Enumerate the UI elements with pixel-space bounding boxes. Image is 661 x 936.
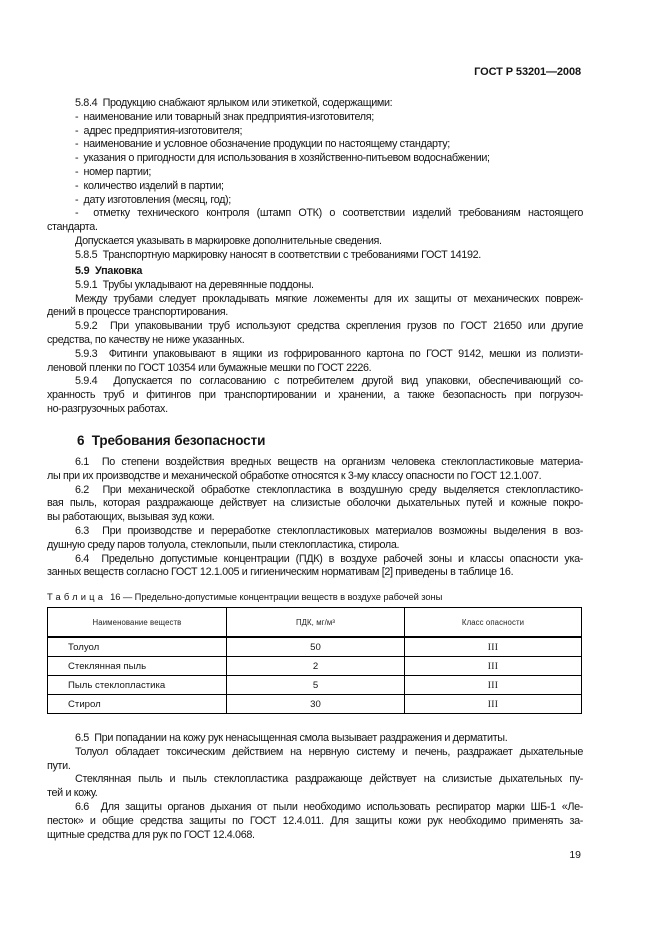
text-line: душную среду паров толуола, стеклопыли, пыли стеклопластика, стирола.	[47, 538, 400, 551]
text-line: Допускается указывать в маркировке дополнительные сведения.	[75, 234, 382, 247]
paragraph	[47, 138, 583, 152]
table-caption-text: 16 — Предельно-допустимые концентрации веществ в воздухе рабочей зоны	[110, 591, 443, 602]
clause-5-9-paragraphs	[47, 279, 583, 417]
paragraph	[47, 746, 583, 774]
text-line: щитные средства для рук по ГОСТ 12.4.068.	[47, 828, 255, 841]
paragraph	[47, 152, 583, 166]
text-line: 5.9.3 Фитинги упаковывают в ящики из гофрированного картона по ГОСТ 9142, мешки из полиэти-	[75, 347, 583, 360]
section-6-paragraphs-before-table	[47, 456, 583, 580]
paragraph	[47, 207, 583, 235]
clause-5-8-paragraphs	[47, 97, 583, 263]
text-line: леновой пленки по ГОСТ 10354 или бумажные мешки по ГОСТ 2226.	[47, 361, 372, 374]
header-substance: Наименование веществ	[48, 608, 227, 636]
text-line: лы при их производстве и механической обработке относятся к 3-му классу опасности по ГОСТ 12.1.007.	[47, 469, 542, 482]
paragraph	[47, 484, 583, 525]
table-row	[48, 656, 581, 675]
concentration-table	[47, 607, 582, 714]
table-row	[48, 638, 581, 656]
paragraph	[47, 801, 583, 842]
text-line: 5.9.1 Трубы укладывают на деревянные поддоны.	[75, 278, 314, 291]
text-line: занных веществ согласно ГОСТ 12.1.005 и гигиеническим нормативам [2] приведены в таблице 16.	[47, 566, 514, 579]
paragraph	[47, 732, 583, 746]
paragraph	[47, 279, 583, 293]
text-line: - наименование и условное обозначение продукции по настоящему стандарту;	[75, 138, 450, 151]
paragraph	[47, 125, 583, 139]
text-line: вая пыль, которая раздражающе действует на слизистые оболочки дыхательных путей и кожные покро-	[47, 497, 583, 510]
cell-pdk: 30	[227, 695, 405, 713]
paragraph	[47, 773, 583, 801]
cell-pdk: 50	[227, 638, 405, 656]
text-line: - адрес предприятия-изготовителя;	[75, 124, 243, 137]
cell-substance: Толуол	[48, 638, 227, 656]
text-line: - указания о пригодности для использования в хозяйственно-питьевом водоснабжении;	[75, 152, 490, 165]
text-line: - номер партии;	[75, 165, 152, 178]
text-line: 6.4 Предельно допустимые концентрации (ПДК) в воздухе рабочей зоны и классы опасности ука-	[75, 552, 583, 565]
cell-pdk: 5	[227, 676, 405, 694]
paragraph	[47, 194, 583, 208]
paragraph	[47, 293, 583, 321]
cell-pdk: 2	[227, 657, 405, 675]
paragraph	[47, 553, 583, 581]
text-line: 6.6 Для защиты органов дыхания от пыли необходимо использовать респиратор марки ШБ-1 «Ле-	[75, 800, 583, 813]
text-line: хранность труб и фитингов при транспортировании и хранении, а также безопасность при погрузоч-	[47, 389, 583, 402]
text-line: 5.9.2 При упаковывании труб используют средства скрепления грузов по ГОСТ 21650 или другие	[75, 320, 583, 333]
paragraph	[47, 97, 583, 111]
cell-hazard-class: III	[487, 660, 499, 672]
text-line: - количество изделий в партии;	[75, 179, 224, 192]
text-line: 6.3 При производстве и переработке стеклопластиковых материалов возможны выделения в воз-	[75, 524, 583, 537]
text-line: Между трубами следует прокладывать мягкие ложементы для их защиты от механических повреж-	[75, 292, 583, 305]
page-number: 19	[569, 849, 581, 861]
paragraph	[47, 111, 583, 125]
text-line: но-разгрузочных работах.	[47, 403, 168, 416]
paragraph	[47, 180, 583, 194]
cell-hazard-class: III	[487, 641, 499, 653]
table-row	[48, 675, 581, 694]
cell-hazard-class: III	[487, 698, 499, 710]
paragraph	[47, 249, 583, 263]
text-line: пути.	[47, 759, 71, 772]
table-caption	[47, 591, 442, 603]
text-line: средства, по качеству не ниже указанных.	[47, 334, 245, 347]
table-header-row	[48, 608, 581, 638]
text-line: стандарта.	[47, 221, 98, 234]
cell-substance: Стирол	[48, 695, 227, 713]
paragraph	[47, 456, 583, 484]
text-line: - отметку технического контроля (штамп ОТК) о соответствии изделий требованиям настоящего	[75, 207, 583, 220]
section-6-paragraphs-after-table	[47, 732, 583, 842]
standard-code-header: ГОСТ Р 53201—2008	[474, 66, 581, 78]
text-line: тей и кожу.	[47, 787, 98, 800]
text-line: 5.8.5 Транспортную маркировку наносят в соответствии с требованиями ГОСТ 14192.	[75, 248, 481, 261]
text-line: 6.1 По степени воздействия вредных веществ на организм человека стеклопластиковые материа-	[75, 456, 583, 468]
cell-substance: Стеклянная пыль	[48, 657, 227, 675]
text-line: Толуол обладает токсическим действием на нервную систему и печень, раздражает дыхательные	[75, 745, 583, 758]
paragraph	[47, 525, 583, 553]
table-row	[48, 694, 581, 713]
header-pdk: ПДК, мг/м³	[227, 608, 405, 636]
text-line: - наименование или товарный знак предприятия-изготовителя;	[75, 110, 374, 123]
header-hazard-class: Класс опасности	[461, 617, 525, 627]
text-line: песток» и общие средства защиты по ГОСТ 12.4.011. Для защиты кожи рук необходимо применять за-	[47, 814, 583, 827]
paragraph	[47, 166, 583, 180]
cell-substance: Пыль стеклопластика	[48, 676, 227, 694]
text-line: 6.5 При попадании на кожу рук ненасыщенная смола вызывает раздражения и дерматиты.	[75, 732, 508, 744]
paragraph	[47, 320, 583, 348]
text-line: 6.2 При механической обработке стеклопластика в воздушную среду выделяется стеклопластико-	[75, 483, 583, 496]
paragraph	[47, 235, 583, 249]
table-caption-label: Таблица	[47, 591, 107, 602]
section-5-text	[47, 97, 583, 417]
text-line: - дату изготовления (месяц, год);	[75, 193, 231, 206]
text-line: Стеклянная пыль и пыль стеклопластика раздражающе действует на слизистые дыхательных пу-	[75, 773, 583, 786]
paragraph	[47, 348, 583, 376]
text-line: 5.8.4 Продукцию снабжают ярлыком или этикеткой, содержащими:	[75, 97, 393, 109]
paragraph	[47, 375, 583, 416]
section-6-heading: 6 Требования безопасности	[77, 433, 266, 448]
table-body	[48, 638, 581, 713]
text-line: вы работающих, вызывая зуд кожи.	[47, 511, 215, 524]
text-line: 5.9.4 Допускается по согласованию с потребителем другой вид упаковки, обеспечивающий со-	[75, 375, 583, 388]
text-line: дений в процессе транспортирования.	[47, 306, 228, 319]
clause-5-9-heading: 5.9 Упаковка	[75, 265, 143, 278]
cell-hazard-class: III	[487, 679, 499, 691]
